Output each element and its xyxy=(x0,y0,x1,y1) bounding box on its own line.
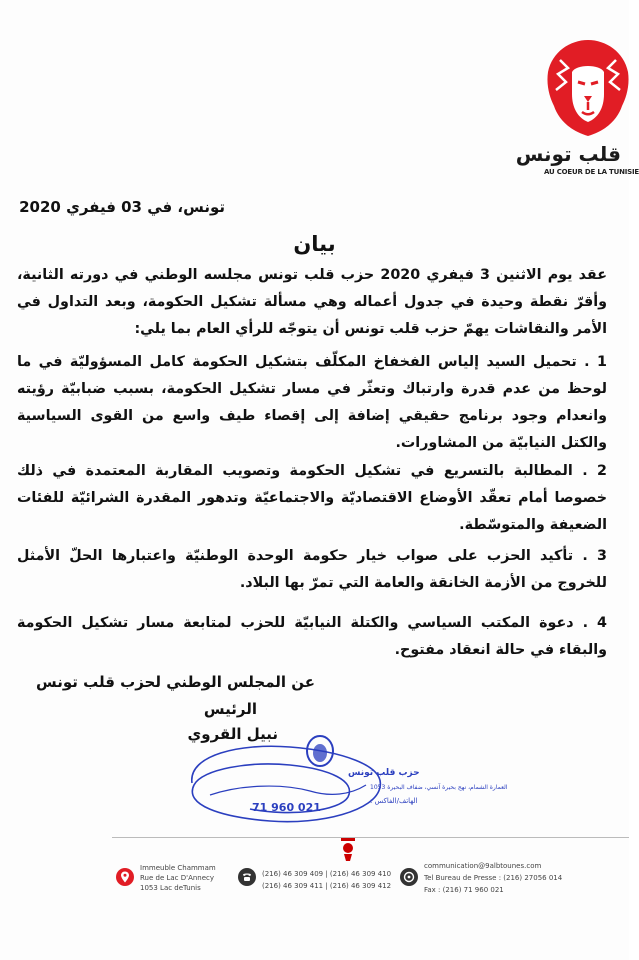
footer-address-2: Rue de Lac D'Annecy xyxy=(140,874,215,882)
stamp-phone-label: الهاتف/الفاكس : xyxy=(370,797,418,805)
lion-icon xyxy=(546,38,630,138)
point-2: 2 . المطالبة بالتسريع في تشكيل الحكومة وتصويب المقاربة المعتمدة في ذلك خصوصا أمام تعقّد الأوضاع الاقتصاديّة والاجتماعيّة وتدهور المقدرة الشرائيّة للفئات الضعيفة والمتوسّطة. xyxy=(17,463,607,533)
point-3: 3 . تأكيد الحزب على صواب خيار حكومة الوحدة الوطنيّة واعتبارها الحلّ الأمثل للخروج من الأزمة الخانقة والعامة التي تمرّ بها البلاد. xyxy=(17,548,607,591)
footer-address-1: Immeuble Chammam xyxy=(140,864,216,872)
brand-name-ar: قلب تونس xyxy=(515,142,621,166)
point-1: 1 . تحميل السيد إلياس الفخفاخ المكلّف بتشكيل الحكومة كامل المسؤوليّة في ما لوحظ من عدم قدرة وارتباك وتعثّر في مسار تشكيل الحكومة، بسبب ضبابيّة رؤيته وانعدام وجود برنامج حقيقي إضافة إلى إقصاء طيف واسع من القوى السياسية والكتل النيابيّة من المشاورات. xyxy=(17,354,607,451)
footer-email: communication@9albtounes.com xyxy=(424,862,542,870)
brand-name-fr: AU COEUR DE LA TUNISIE xyxy=(544,168,639,176)
footer xyxy=(0,848,629,908)
footer-press-phone: Tel Bureau de Presse : (216) 27056 014 xyxy=(424,874,563,882)
location-icon xyxy=(116,868,134,886)
stamp-party: حزب قلب تونس xyxy=(348,768,420,778)
intro-paragraph: عقد يوم الاثنين 3 فيفري 2020 حزب قلب تونس مجلسه الوطني في دورته الثانية، وأقرّ نقطة وحيدة في جدول أعماله وهي مسألة تشكيل الحكومة، وبعد التداول في الأمر والنقاشات يهمّ حزب قلب تونس أن يتوجّه للرأي العام بما يلي: xyxy=(17,267,607,337)
party-stamp xyxy=(180,725,508,835)
letter-date: تونس، في 03 فيفري 2020 xyxy=(19,198,225,216)
signature-council: عن المجلس الوطني لحزب قلب تونس xyxy=(36,673,315,691)
signature-name: نبيل القروي xyxy=(187,725,278,743)
stamp-lion-icon xyxy=(307,736,333,766)
contact-icon xyxy=(400,868,418,886)
phone-icon xyxy=(238,868,256,886)
footer-address-3: 1053 Lac deTunis xyxy=(140,884,201,892)
footer-phones-2: (216) 46 309 411 | (216) 46 309 412 xyxy=(262,882,392,890)
point-4: 4 . دعوة المكتب السياسي والكتلة النيابيّة للحزب لمتابعة مسار تشكيل الحكومة والبقاء في حالة انعقاد مفتوح. xyxy=(17,615,607,658)
stamp-address: العمارة الشمام، نهج بحيرة آنسي، ضفاف البحيرة 1053 xyxy=(370,784,508,791)
footer-divider xyxy=(112,837,629,838)
stamp-phone: 71 960 021 xyxy=(252,801,321,814)
footer-phones-1: (216) 46 309 409 | (216) 46 309 410 xyxy=(262,870,392,878)
party-logo xyxy=(515,38,639,178)
footer-fax: Fax : (216) 71 960 021 xyxy=(424,886,504,894)
document-title: بيان xyxy=(293,232,336,256)
signature-role: الرئيس xyxy=(203,700,257,718)
